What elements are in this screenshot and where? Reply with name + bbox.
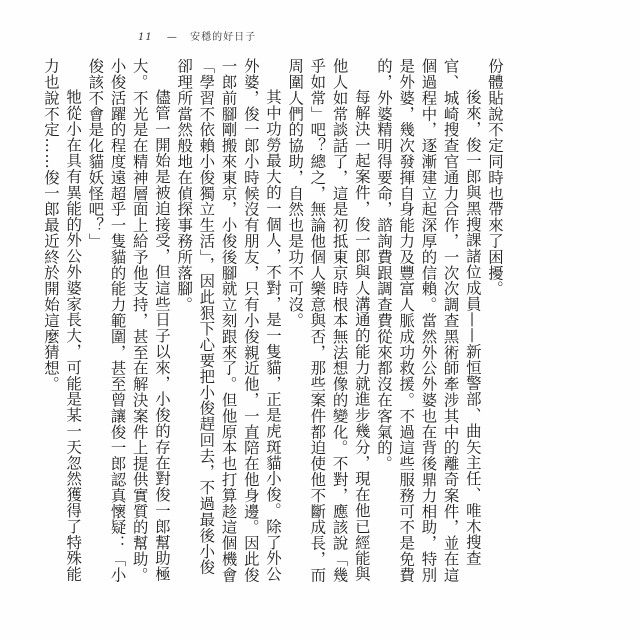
paragraph: 份體貼說不定同時也帶來了困擾。 [486, 58, 504, 297]
running-head [138, 28, 256, 43]
paragraph: 後來，俊一郎與黑搜課諸位成員——新恒警部、曲矢主任、唯木搜查官、城崎搜查官通力合作，一次次調查黑術師牽涉其中的離奇案件，並在這個過程中，逐漸建立起深厚的信賴。當然外公外婆也在背後鼎力相助，特別是外婆，幾次發揮自身能力及豐富人脈成功救援。不過這些服務可不是免費的，外婆精明得要命，諮詢費跟調查費從來都沒在客氣的。 [374, 58, 482, 583]
paragraph: 牠從小在具有異能的外公外婆家長大，可能是某一天忽然獲得了特殊能力也說不定……俊一郎最近終於開始這麼猜想。 [41, 58, 83, 582]
chapter-title: 安穩的好日子 [190, 32, 257, 43]
paragraph: 儘管一開始是被迫接受，但這些日子以來，小俊的存在對俊一郎幫助極大。不光是在精神層面上給予他支持，甚至在解決案件上提供實質的幫助。小俊活躍的程度遠超乎一隻貓的能力範圍，甚至曾讓俊一郎認真懷疑：「小俊該不會是化貓妖怪吧？」 [86, 58, 171, 583]
header-dash: — [166, 32, 178, 43]
paragraph: 每解決一起案件，俊一郎與人溝通的能力就進步幾分，現在他已經能與他人如常談話了，這是初抵東京時根本無法想像的變化。不對，應該說「幾乎如常」吧？總之，無論他個人樂意與否，那些案件都迫使他不斷成長，而周圍人們的協助，自然也是功不可沒。 [286, 58, 371, 583]
paragraph: 其中功勞最大的一個人，不對，是一隻貓，正是虎斑貓小俊。除了外公外婆，俊一郎小時候沒有朋友，只有小俊親近他，一直陪在他身邊。因此俊一郎前腳剛搬來東京，小俊後腳就立刻跟來了。但他原本也打算趁這個機會「學習不依賴小俊獨立生活」，因此狠下心要把小俊趕回去，不過最後小俊卻理所當然般地在偵探事務所落腳。 [175, 58, 282, 583]
vertical-text-body [41, 58, 506, 590]
page-number: 11 [138, 32, 153, 43]
